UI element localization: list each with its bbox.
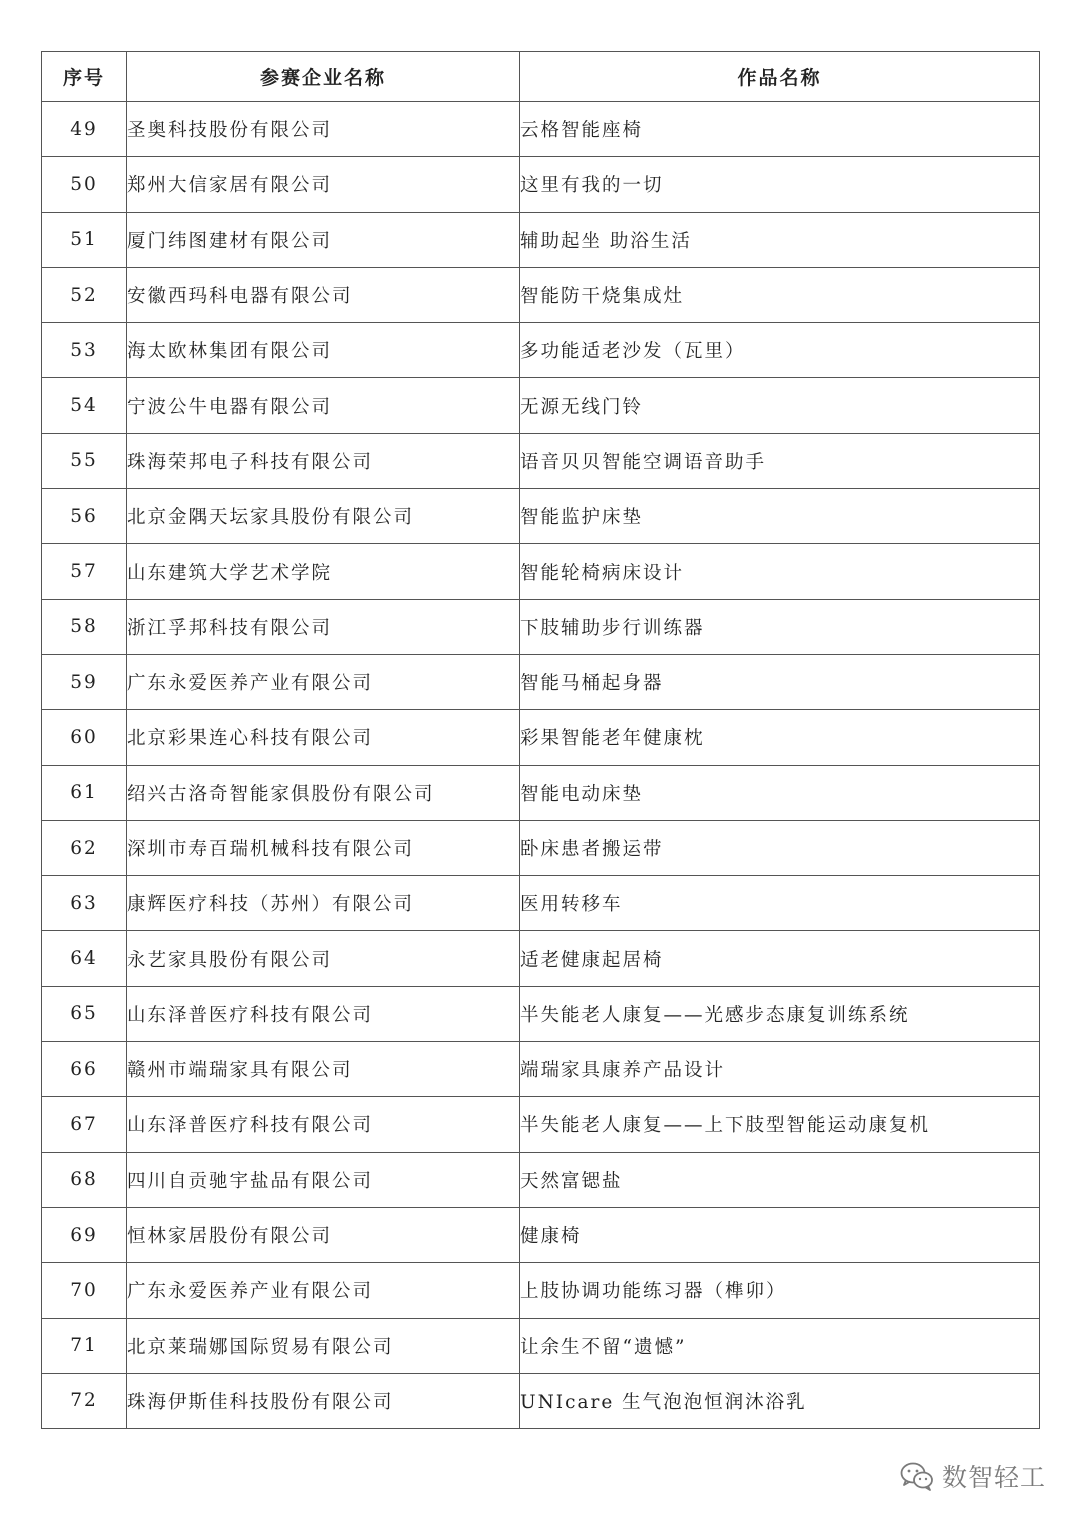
- row-number: 52: [42, 267, 127, 322]
- table-header-row: [42, 52, 1040, 102]
- table-row: [42, 986, 1040, 1041]
- table-row: [42, 433, 1040, 488]
- company-name: 郑州大信家居有限公司: [127, 157, 520, 212]
- table-row: [42, 1263, 1040, 1318]
- table-row: [42, 599, 1040, 654]
- company-name: 深圳市寿百瑞机械科技有限公司: [127, 820, 520, 875]
- company-name: 珠海伊斯佳科技股份有限公司: [127, 1373, 520, 1428]
- company-name: 厦门纬图建材有限公司: [127, 212, 520, 267]
- company-name: 四川自贡驰宇盐品有限公司: [127, 1152, 520, 1207]
- company-name: 赣州市端瑞家具有限公司: [127, 1042, 520, 1097]
- work-name: 半失能老人康复——光感步态康复训练系统: [520, 986, 1040, 1041]
- row-number: 54: [42, 378, 127, 433]
- work-name: 智能轮椅病床设计: [520, 544, 1040, 599]
- row-number: 64: [42, 931, 127, 986]
- header-work: 作品名称: [520, 52, 1040, 102]
- work-name: 端瑞家具康养产品设计: [520, 1042, 1040, 1097]
- row-number: 65: [42, 986, 127, 1041]
- table-row: [42, 1097, 1040, 1152]
- company-name: 浙江孚邦科技有限公司: [127, 599, 520, 654]
- work-name: 无源无线门铃: [520, 378, 1040, 433]
- row-number: 55: [42, 433, 127, 488]
- company-name: 永艺家具股份有限公司: [127, 931, 520, 986]
- row-number: 53: [42, 323, 127, 378]
- company-name: 康辉医疗科技（苏州）有限公司: [127, 876, 520, 931]
- work-name: 多功能适老沙发（瓦里）: [520, 323, 1040, 378]
- row-number: 56: [42, 489, 127, 544]
- company-name: 北京彩果连心科技有限公司: [127, 710, 520, 765]
- row-number: 72: [42, 1373, 127, 1428]
- company-name: 北京莱瑞娜国际贸易有限公司: [127, 1318, 520, 1373]
- work-name: 半失能老人康复——上下肢型智能运动康复机: [520, 1097, 1040, 1152]
- company-name: 绍兴古洛奇智能家俱股份有限公司: [127, 765, 520, 820]
- table-row: [42, 820, 1040, 875]
- row-number: 57: [42, 544, 127, 599]
- entries-table: [41, 51, 1040, 1429]
- row-number: 60: [42, 710, 127, 765]
- table-row: [42, 876, 1040, 931]
- work-name: 卧床患者搬运带: [520, 820, 1040, 875]
- row-number: 58: [42, 599, 127, 654]
- table-row: [42, 1207, 1040, 1262]
- company-name: 珠海荣邦电子科技有限公司: [127, 433, 520, 488]
- company-name: 广东永爱医养产业有限公司: [127, 654, 520, 709]
- work-name: 适老健康起居椅: [520, 931, 1040, 986]
- work-name: UNIcare 生气泡泡恒润沐浴乳: [520, 1373, 1040, 1428]
- work-name: 健康椅: [520, 1207, 1040, 1262]
- table-row: [42, 654, 1040, 709]
- table-row: [42, 1373, 1040, 1428]
- company-name: 恒林家居股份有限公司: [127, 1207, 520, 1262]
- table-row: [42, 931, 1040, 986]
- header-company: 参赛企业名称: [127, 52, 520, 102]
- work-name: 让余生不留“遗憾”: [520, 1318, 1040, 1373]
- table-row: [42, 1152, 1040, 1207]
- row-number: 63: [42, 876, 127, 931]
- row-number: 61: [42, 765, 127, 820]
- row-number: 51: [42, 212, 127, 267]
- work-name: 上肢协调功能练习器（榫卯）: [520, 1263, 1040, 1318]
- table-row: [42, 102, 1040, 157]
- company-name: 宁波公牛电器有限公司: [127, 378, 520, 433]
- table-row: [42, 544, 1040, 599]
- row-number: 49: [42, 102, 127, 157]
- work-name: 智能防干烧集成灶: [520, 267, 1040, 322]
- company-name: 山东泽普医疗科技有限公司: [127, 986, 520, 1041]
- work-name: 智能监护床垫: [520, 489, 1040, 544]
- watermark-text: 数智轻工: [941, 1463, 1046, 1492]
- table-row: [42, 489, 1040, 544]
- row-number: 70: [42, 1263, 127, 1318]
- row-number: 67: [42, 1097, 127, 1152]
- table-row: [42, 710, 1040, 765]
- row-number: 62: [42, 820, 127, 875]
- work-name: 下肢辅助步行训练器: [520, 599, 1040, 654]
- row-number: 71: [42, 1318, 127, 1373]
- work-name: 智能马桶起身器: [520, 654, 1040, 709]
- company-name: 广东永爱医养产业有限公司: [127, 1263, 520, 1318]
- table-row: [42, 157, 1040, 212]
- table-row: [42, 212, 1040, 267]
- company-name: 海太欧林集团有限公司: [127, 323, 520, 378]
- wechat-icon: [900, 1461, 934, 1491]
- work-name: 这里有我的一切: [520, 157, 1040, 212]
- table-row: [42, 323, 1040, 378]
- company-name: 山东建筑大学艺术学院: [127, 544, 520, 599]
- company-name: 山东泽普医疗科技有限公司: [127, 1097, 520, 1152]
- watermark: [900, 1458, 1046, 1494]
- work-name: 智能电动床垫: [520, 765, 1040, 820]
- work-name: 语音贝贝智能空调语音助手: [520, 433, 1040, 488]
- work-name: 彩果智能老年健康枕: [520, 710, 1040, 765]
- header-number: 序号: [42, 52, 127, 102]
- row-number: 50: [42, 157, 127, 212]
- table-row: [42, 765, 1040, 820]
- row-number: 66: [42, 1042, 127, 1097]
- work-name: 天然富锶盐: [520, 1152, 1040, 1207]
- row-number: 68: [42, 1152, 127, 1207]
- work-name: 辅助起坐 助浴生活: [520, 212, 1040, 267]
- row-number: 59: [42, 654, 127, 709]
- company-name: 北京金隅天坛家具股份有限公司: [127, 489, 520, 544]
- row-number: 69: [42, 1207, 127, 1262]
- work-name: 医用转移车: [520, 876, 1040, 931]
- table-row: [42, 267, 1040, 322]
- work-name: 云格智能座椅: [520, 102, 1040, 157]
- company-name: 安徽西玛科电器有限公司: [127, 267, 520, 322]
- table-row: [42, 378, 1040, 433]
- table-row: [42, 1318, 1040, 1373]
- table-row: [42, 1042, 1040, 1097]
- company-name: 圣奥科技股份有限公司: [127, 102, 520, 157]
